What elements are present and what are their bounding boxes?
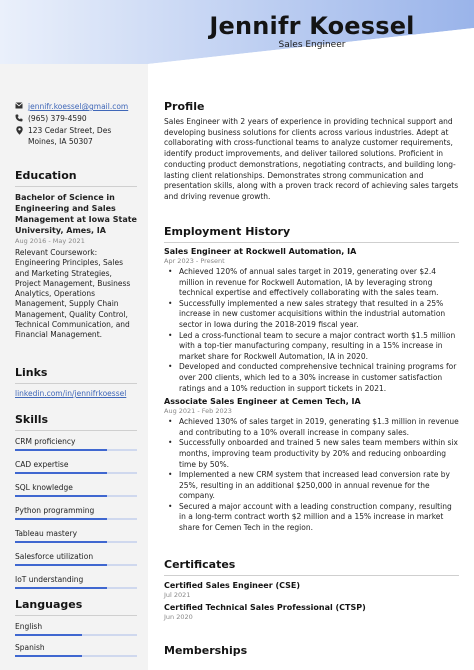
language-level-fill <box>15 655 82 657</box>
links-divider <box>15 383 137 384</box>
links-heading: Links <box>15 366 48 379</box>
job-bullet: • Achieved 130% of sales target in 2019, generating $1.3 million in revenue and contributing to a 10% overall increase in company sales. <box>164 417 459 438</box>
skill-level-fill <box>15 495 107 497</box>
skill-level-fill <box>15 564 107 566</box>
skill-label: Tableau mastery <box>15 529 78 538</box>
certificate-title: Certified Sales Engineer (CSE) <box>164 581 301 590</box>
language-label: Spanish <box>15 643 45 652</box>
skill-label: CAD expertise <box>15 460 69 469</box>
employment-heading: Employment History <box>164 225 291 238</box>
contact-email <box>15 102 137 113</box>
linkedin-link[interactable]: linkedin.com/in/jennifrkoessel <box>15 389 127 398</box>
employment-divider <box>164 242 459 243</box>
job-entry <box>164 397 459 534</box>
skill-label: Salesforce utilization <box>15 552 94 561</box>
job-title: Sales Engineer at Rockwell Automation, IA <box>164 247 357 256</box>
education-dates: Aug 2016 - May 2021 <box>15 237 85 245</box>
job-bullet: • Successfully implemented a new sales strategy that resulted in a 25% increase in new customer acquisitions within the industrial automation sector in Iowa during the 2018-2019 fiscal year. <box>164 299 459 331</box>
contact-address <box>15 126 137 147</box>
skills-divider <box>15 430 137 431</box>
education-coursework: Relevant Coursework: Engineering Principles, Sales and Marketing Strategies, Project Management, Business Analytics, Operations Management, Supply Chain Management, Quality Control, Technical Communication, and Financial Management. <box>15 248 131 340</box>
skill-level-fill <box>15 541 107 543</box>
education-section <box>15 169 137 341</box>
job-bullet: • Successfully onboarded and trained 5 new sales team members within six months, improving team productivity by 20% and reducing onboarding time by 50%. <box>164 438 459 470</box>
skill-item <box>15 506 137 520</box>
job-bullet: • Implemented a new CRM system that increased lead conversion rate by 25%, resulting in an additional $250,000 in annual revenue for the company. <box>164 470 459 502</box>
contact-phone <box>15 114 137 126</box>
skills-section <box>15 413 137 589</box>
job-bullets <box>164 267 459 394</box>
language-item <box>15 622 137 636</box>
job-bullet: • Achieved 120% of annual sales target in 2019, generating over $2.4 million in revenue for Rockwell Automation, IA by leveraging strong technical expertise and effectively collaborating with the sales team. <box>164 267 459 299</box>
skill-level-bar <box>15 495 137 497</box>
skill-level-bar <box>15 518 137 520</box>
skills-heading: Skills <box>15 413 49 426</box>
languages-heading: Languages <box>15 598 83 611</box>
skill-label: CRM proficiency <box>15 437 76 446</box>
language-level-bar <box>15 634 137 636</box>
job-title-subtitle: Sales Engineer <box>278 40 346 50</box>
languages-list <box>15 622 137 657</box>
profile-section <box>164 100 459 203</box>
skill-item <box>15 529 137 543</box>
job-dates: Aug 2021 - Feb 2023 <box>164 407 232 416</box>
phone-number: (965) 379-4590 <box>28 113 87 123</box>
skill-level-fill <box>15 449 107 451</box>
language-item <box>15 643 137 657</box>
skill-item <box>15 483 137 497</box>
email-link[interactable]: jennifr.koessel@gmail.com <box>28 102 129 111</box>
languages-divider <box>15 615 137 616</box>
skill-label: IoT understanding <box>15 575 84 584</box>
certificate-date: Jul 2021 <box>164 591 191 599</box>
skill-level-bar <box>15 564 137 566</box>
certificates-heading: Certificates <box>164 558 236 571</box>
address: 123 Cedar Street, Des Moines, IA 50307 <box>28 126 112 146</box>
job-bullet: • Developed and conducted comprehensive technical training programs for over 200 clients, which led to a 30% increase in customer satisfaction ratings and a 10% reduction in support tickets in 2021. <box>164 362 459 394</box>
memberships-heading: Memberships <box>164 644 248 657</box>
phone-icon <box>15 114 23 126</box>
job-bullet: • Led a cross-functional team to secure a major contract worth $1.5 million with a top-tier manufacturing company, resulting in a 15% increase in market share for Rockwell Automation, IA in 2020. <box>164 331 459 363</box>
skill-item <box>15 437 137 451</box>
certificates-divider <box>164 575 459 576</box>
location-pin-icon <box>15 126 23 139</box>
skill-label: SQL knowledge <box>15 483 73 492</box>
education-divider <box>15 186 137 187</box>
skill-level-bar <box>15 449 137 451</box>
education-heading: Education <box>15 169 77 182</box>
links-section <box>15 366 137 399</box>
certificate-date: Jun 2020 <box>164 613 193 621</box>
employment-section <box>164 225 459 534</box>
certificate-item <box>164 581 459 599</box>
skill-level-bar <box>15 472 137 474</box>
certificate-item <box>164 603 459 621</box>
job-bullets <box>164 417 459 534</box>
candidate-name: Jennifr Koessel <box>209 12 415 40</box>
skill-level-fill <box>15 472 107 474</box>
language-label: English <box>15 622 43 631</box>
language-level-fill <box>15 634 82 636</box>
skill-item <box>15 575 137 589</box>
contact-block <box>15 102 137 147</box>
job-bullet: • Secured a major account with a leading construction company, resulting in a long-term contract worth $2 million and a 15% increase in market share for Cemen Tech in the region. <box>164 502 459 534</box>
skill-label: Python programming <box>15 506 95 515</box>
certificates-section <box>164 558 459 621</box>
skill-level-fill <box>15 518 107 520</box>
skill-item <box>15 552 137 566</box>
language-level-bar <box>15 655 137 657</box>
profile-heading: Profile <box>164 100 205 113</box>
skills-list <box>15 437 137 589</box>
job-entry <box>164 247 459 394</box>
profile-text: Sales Engineer with 2 years of experience in providing technical support and developing business solutions for clients across various industries. Adept at collaborating with cross-functional teams to analyze customer requirements, identify product improvements, and deliver tailored solutions. Proficient in conducting product demonstrations, negotiating contracts, and building long-lasting client relationships. Demonstrates strong communication and presentation skills, along with a proven track record of achieving sales targets and driving revenue growth. <box>164 117 459 201</box>
education-degree: Bachelor of Science in Engineering and Sales Management at Iowa State University, Ames, IA <box>15 193 137 235</box>
envelope-icon <box>15 102 23 113</box>
skill-level-bar <box>15 541 137 543</box>
skill-item <box>15 460 137 474</box>
certificate-title: Certified Technical Sales Professional (CTSP) <box>164 603 366 612</box>
skill-level-fill <box>15 587 107 589</box>
job-title: Associate Sales Engineer at Cemen Tech, IA <box>164 397 361 407</box>
job-dates: Apr 2023 - Present <box>164 257 225 265</box>
memberships-section <box>164 644 459 657</box>
languages-section <box>15 598 137 657</box>
skill-level-bar <box>15 587 137 589</box>
